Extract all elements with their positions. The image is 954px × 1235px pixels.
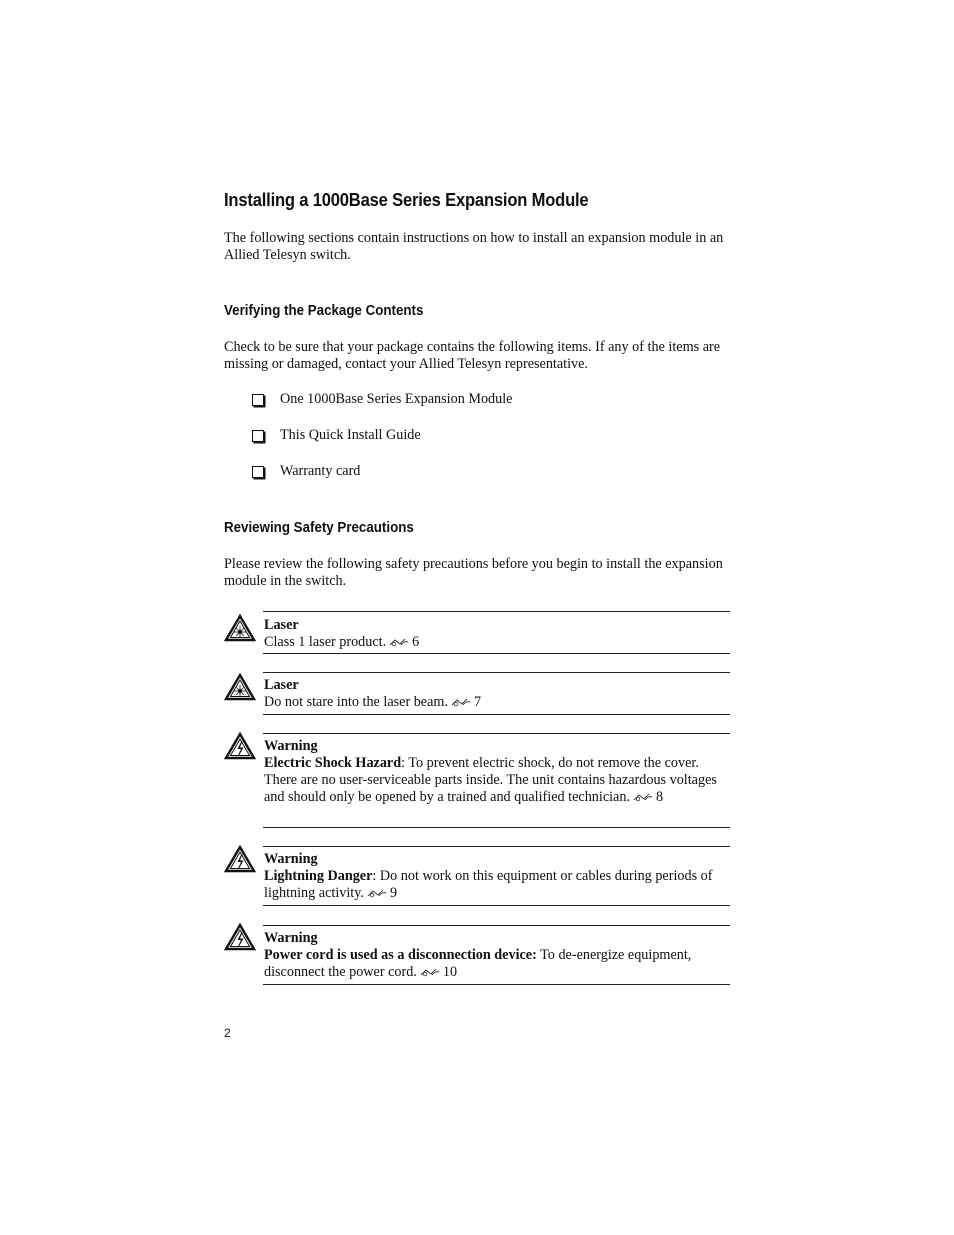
reference-icon (389, 637, 409, 647)
notice-label: Laser (264, 677, 299, 693)
electric-hazard-icon (224, 732, 256, 760)
page-title: Installing a 1000Base Series Expansion Module (224, 190, 589, 210)
notice-text: : To prevent electric shock, do not remove the cover. There are no user-serviceable parts inside. The unit contains hazardous voltages and should only be opened by a trained and qualified technician. (264, 755, 717, 805)
notice-text: : Do not work on this equipment or cables during periods of lightning activity. (264, 868, 713, 901)
safety-notice (224, 672, 730, 716)
reference-icon (367, 888, 387, 898)
safety-heading: Reviewing Safety Precautions (224, 520, 414, 536)
checkbox-icon (252, 430, 264, 442)
safety-notice (224, 925, 730, 987)
package-item (252, 391, 512, 408)
safety-paragraph: Please review the following safety precautions before you begin to install the expansion module in the switch. (224, 556, 723, 589)
checkbox-icon (252, 466, 264, 478)
notice-reference-number: 9 (389, 885, 398, 901)
safety-notice (224, 733, 730, 829)
laser-icon (224, 614, 256, 642)
notice-label: Warning (264, 851, 318, 867)
page-number: 2 (224, 1026, 231, 1040)
package-item (252, 463, 360, 480)
notice-hazard-title: Electric Shock Hazard (264, 755, 402, 771)
checkbox-icon (252, 394, 264, 406)
reference-icon (451, 697, 471, 707)
package-paragraph: Check to be sure that your package contains the following items. If any of the items are missing or damaged, contact your Allied Telesyn representative. (224, 339, 721, 372)
reference-icon (633, 792, 653, 802)
intro-paragraph: The following sections contain instructions on how to install an expansion module in an Allied Telesyn switch. (224, 230, 724, 263)
safety-notice (224, 846, 730, 908)
package-item-label: One 1000Base Series Expansion Module (280, 391, 513, 407)
notice-label: Laser (264, 617, 299, 633)
electric-hazard-icon (224, 845, 256, 873)
notice-hazard-title: Lightning Danger (264, 868, 373, 884)
package-item (252, 427, 421, 444)
notice-reference-number: 10 (442, 964, 458, 980)
notice-reference-number: 7 (474, 694, 482, 710)
notice-text: Class 1 laser product. (264, 634, 387, 650)
notice-text: To de-energize equipment, disconnect the power cord. (264, 947, 692, 980)
notice-label: Warning (264, 930, 318, 946)
package-heading: Verifying the Package Contents (224, 303, 424, 319)
notice-label: Warning (264, 738, 318, 754)
notice-reference-number: 8 (656, 789, 664, 805)
package-item-label: This Quick Install Guide (280, 427, 421, 443)
notice-reference-number: 6 (412, 634, 420, 650)
package-item-label: Warranty card (280, 463, 361, 479)
notice-hazard-title: Power cord is used as a disconnection device: (264, 947, 537, 963)
electric-hazard-icon (224, 923, 256, 951)
safety-notice (224, 611, 730, 655)
notice-text: Do not stare into the laser beam. (264, 694, 448, 710)
reference-icon (420, 967, 440, 977)
laser-icon (224, 673, 256, 701)
